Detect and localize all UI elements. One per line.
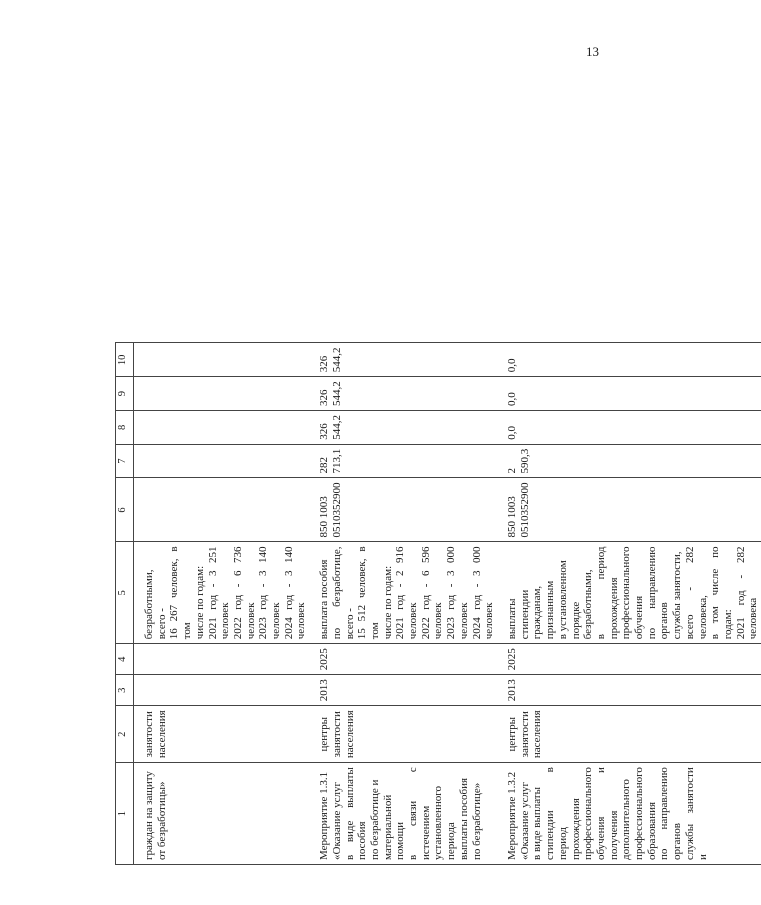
- header-cell: 10: [116, 343, 134, 377]
- header-cell: 3: [116, 675, 134, 706]
- end-year-cell: [134, 644, 310, 675]
- executor-cell: центры занятости населения: [309, 706, 497, 763]
- header-cell: 9: [116, 377, 134, 411]
- amount-cell: [134, 444, 310, 478]
- end-year-cell: 2025: [309, 644, 497, 675]
- header-cell: 2: [116, 706, 134, 763]
- result-cell: безработными, всего - 16 267 человек, в том числе по годам: 2021 год - 3 251 человек 2022 год - 6 736 человек 2023 год - 3 140 человек 2024 год - 3 140 человек: [134, 542, 310, 644]
- amount-cell: [134, 377, 310, 411]
- start-year-cell: 2013: [497, 675, 761, 706]
- table-row: [309, 343, 497, 865]
- header-cell: 7: [116, 444, 134, 478]
- page-number: 13: [586, 44, 599, 59]
- measure-name-cell: Мероприятие 1.3.2 «Оказание услуг в виде выплаты стипендии в период прохождения профессионального обучения и получения дополнительного профессионального образования по направлению органов службы занятости и: [497, 763, 761, 865]
- budget-code-cell: [134, 478, 310, 542]
- amount-cell: 282 713,1: [309, 444, 497, 478]
- result-cell: выплаты стипендии гражданам, признанным в установленном порядке безработными, в период прохождения профессионального обучения по направлению органов службы занятости, всего - 282 человека, в том числе по годам: 2021 год - 282 человека: [497, 542, 761, 644]
- measure-name-cell: Мероприятие 1.3.1 «Оказание услуг в виде выплаты пособия по безработице и материальной помощи в связи с истечением установленного периода выплаты пособия по безработице»: [309, 763, 497, 865]
- amount-cell: 0,0: [497, 377, 761, 411]
- budget-code-cell: 850 1003 0510352900: [309, 478, 497, 542]
- start-year-cell: [134, 675, 310, 706]
- end-year-cell: 2025: [497, 644, 761, 675]
- amount-cell: 2 590,3: [497, 444, 761, 478]
- header-cell: 1: [116, 763, 134, 865]
- table-row: [497, 343, 761, 865]
- executor-cell: центры занятости населения: [497, 706, 761, 763]
- amount-cell: 326 544,2: [309, 377, 497, 411]
- program-table: [115, 342, 761, 865]
- executor-cell: занятости населения: [134, 706, 310, 763]
- result-cell: выплата пособия по безработице, всего - 15 512 человек, в том числе по годам: 2021 год - 2 916 человек 2022 год - 6 596 человек 2023 год - 3 000 человек 2024 год - 3 000 человек: [309, 542, 497, 644]
- header-cell: 5: [116, 542, 134, 644]
- amount-cell: 0,0: [497, 410, 761, 444]
- amount-cell: 326 544,2: [309, 343, 497, 377]
- table-row: [134, 343, 310, 865]
- header-cell: 6: [116, 478, 134, 542]
- measure-name-cell: граждан на защиту от безработицы»: [134, 763, 310, 865]
- start-year-cell: 2013: [309, 675, 497, 706]
- amount-cell: [134, 343, 310, 377]
- header-cell: 8: [116, 410, 134, 444]
- amount-cell: 326 544,2: [309, 410, 497, 444]
- amount-cell: [134, 410, 310, 444]
- header-row: [116, 343, 134, 865]
- budget-code-cell: 850 1003 0510352900: [497, 478, 761, 542]
- header-cell: 4: [116, 644, 134, 675]
- amount-cell: 0,0: [497, 343, 761, 377]
